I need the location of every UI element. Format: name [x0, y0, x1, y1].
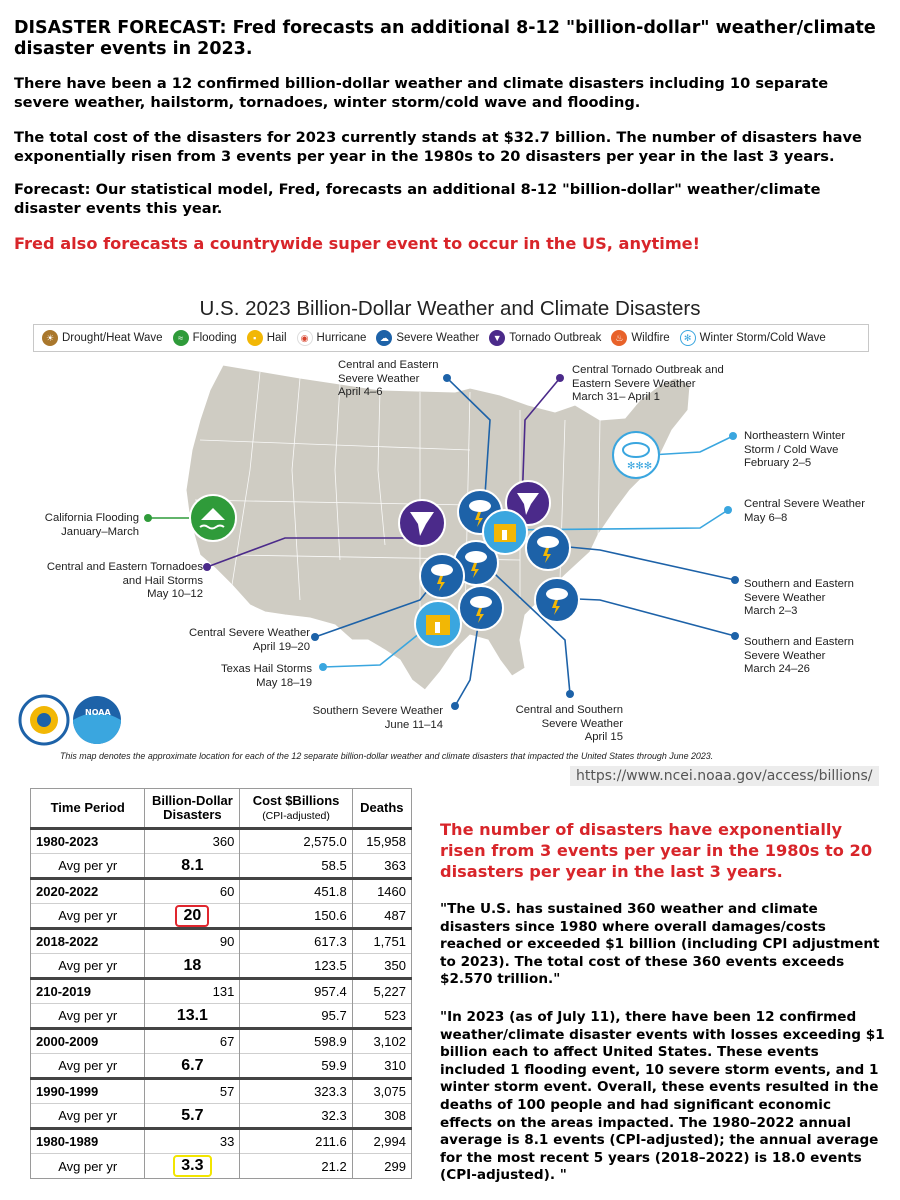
avg-value: 13.1: [176, 1006, 208, 1024]
table-row-average: [31, 1054, 412, 1079]
table-row-period: [31, 829, 412, 854]
cell-cost: 2,575.0: [240, 829, 352, 854]
table-row-period: [31, 1029, 412, 1054]
cell-avg-label: Avg per yr: [31, 1104, 145, 1129]
exponential-rise-note: The number of disasters have exponentially risen from 3 events per year in the 1980s to 20 disasters per year in the last 3 years.: [440, 820, 873, 881]
cell-avg-label: Avg per yr: [31, 1054, 145, 1079]
legend-item-drought: [42, 330, 163, 346]
us-disaster-map: [0, 355, 900, 750]
table-row-period: [31, 929, 412, 954]
table-row-period: [31, 879, 412, 904]
highlighted-value: 3.3: [173, 1155, 211, 1177]
intro-paragraph-2: The total cost of the disasters for 2023 currently stands at $32.7 billion. The number of disasters have exponentially risen from 3 events per year in the 1980s to 20 disasters per year in the last 3 years.: [14, 129, 862, 165]
disaster-stats-table: [30, 788, 412, 1179]
cell-avg-cost: 95.7: [240, 1004, 352, 1029]
label-central-southern-apr15: Central and Southern Severe Weather April 15: [515, 704, 623, 743]
winter-storm-marker: [613, 432, 659, 478]
source-url[interactable]: https://www.ncei.noaa.gov/access/billions/: [570, 766, 879, 786]
drought-icon: ☀: [42, 330, 58, 346]
header-cost-label: Cost $Billions: [252, 792, 340, 808]
cell-period: 210-2019: [31, 979, 145, 1004]
cell-avg-label: Avg per yr: [31, 1004, 145, 1029]
cell-disasters: 60: [145, 879, 240, 904]
cell-cost: 598.9: [240, 1029, 352, 1054]
label-central-tornado-outbreak: Central Tornado Outbreak and Eastern Severe Weather March 31– April 1: [572, 364, 724, 403]
cell-avg-deaths: 308: [352, 1104, 411, 1129]
cell-cost: 451.8: [240, 879, 352, 904]
flooding-icon: ≈: [173, 330, 189, 346]
header-time-period: Time Period: [31, 789, 145, 829]
cell-avg-cost: 21.2: [240, 1154, 352, 1179]
cell-disasters: 90: [145, 929, 240, 954]
map-title: U.S. 2023 Billion-Dollar Weather and Climate Disasters: [199, 297, 701, 320]
intro-text-block: [14, 18, 884, 253]
hail-marker: [483, 510, 527, 554]
cell-disasters: 67: [145, 1029, 240, 1054]
intro-paragraph-1: There have been a 12 confirmed billion-dollar weather and climate disasters including 10 separate severe weather, hailstorm, tornadoes, winter storm/cold wave and flooding.: [14, 75, 829, 111]
legend-item-severe-weather: [376, 330, 479, 346]
label-central-severe-apr19: Central Severe Weather April 19–20: [189, 627, 310, 653]
noaa-quote-2: "In 2023 (as of July 11), there have been 12 confirmed weather/climate disaster events with losses exceeding $1 billion each to affect United States. These events included 1 flooding event, 10 severe storm events, and 1 winter storm event. Overall, these events resulted in the deaths of 100 people and had significant economic effects on the areas impacted. The 1980–2022 annual average is 8.1 events (CPI-adjusted); the annual average for the most recent 5 years (2018–2022) is 18.0 events (CPI-adjusted). ": [440, 1009, 885, 1184]
legend-label: Hurricane: [316, 332, 367, 344]
cell-avg-cost: 123.5: [240, 954, 352, 979]
cell-avg-deaths: 363: [352, 854, 411, 879]
noaa-logo: [73, 696, 121, 744]
cell-period: 2018-2022: [31, 929, 145, 954]
cell-avg-disasters: [145, 1154, 240, 1179]
cell-deaths: 3,075: [352, 1079, 411, 1104]
table-row-average: [31, 1104, 412, 1129]
cell-avg-cost: 58.5: [240, 854, 352, 879]
svg-text:NOAA: NOAA: [85, 708, 111, 717]
avg-value: 18: [183, 956, 202, 974]
cell-avg-disasters: [145, 854, 240, 879]
cell-disasters: 131: [145, 979, 240, 1004]
table-row-average: [31, 904, 412, 929]
svg-text:✻✻✻: ✻✻✻: [627, 461, 653, 472]
legend-item-flooding: [173, 330, 237, 346]
header-deaths: Deaths: [352, 789, 411, 829]
legend-label: Drought/Heat Wave: [62, 332, 163, 344]
cell-avg-disasters: [145, 1004, 240, 1029]
wildfire-icon: ♨: [611, 330, 627, 346]
cell-avg-disasters: [145, 1054, 240, 1079]
cell-deaths: 15,958: [352, 829, 411, 854]
cell-avg-deaths: 487: [352, 904, 411, 929]
legend-label: Flooding: [192, 332, 237, 344]
legend-label: Wildfire: [631, 332, 670, 344]
legend-label: Tornado Outbreak: [509, 332, 602, 344]
table-body: [31, 829, 412, 1179]
legend-label: Winter Storm/Cold Wave: [699, 332, 826, 344]
table-row-average: [31, 954, 412, 979]
hail-marker: [415, 601, 461, 647]
avg-value: 5.7: [181, 1106, 204, 1124]
cell-cost: 323.3: [240, 1079, 352, 1104]
map-footnote: This map denotes the approximate location for each of the 12 separate billion-dollar weather and climate disasters that impacted the United States through June 2023.: [60, 751, 714, 761]
table-row-average: [31, 1154, 412, 1179]
cell-avg-cost: 32.3: [240, 1104, 352, 1129]
label-southern-eastern-mar2: Southern and Eastern Severe Weather March 2–3: [744, 578, 854, 617]
legend-item-winter-storm: [680, 330, 826, 346]
tornado-marker: [399, 500, 445, 546]
avg-value: 8.1: [181, 856, 204, 874]
cell-avg-disasters: [145, 1104, 240, 1129]
label-northeastern-winter-storm: Northeastern Winter Storm / Cold Wave February 2–5: [744, 430, 846, 469]
legend-label: Severe Weather: [396, 332, 480, 344]
highlighted-value: 20: [175, 905, 209, 927]
cell-avg-label: Avg per yr: [31, 854, 145, 879]
cell-avg-deaths: 310: [352, 1054, 411, 1079]
cell-avg-label: Avg per yr: [31, 904, 145, 929]
cell-period: 2000-2009: [31, 1029, 145, 1054]
cell-avg-deaths: 523: [352, 1004, 411, 1029]
label-southern-eastern-mar24: Southern and Eastern Severe Weather March 24–26: [744, 636, 854, 675]
legend-item-hurricane: [297, 330, 367, 346]
label-texas-hail: Texas Hail Storms May 18–19: [220, 663, 312, 689]
cell-deaths: 3,102: [352, 1029, 411, 1054]
hail-icon: ▪: [247, 330, 263, 346]
header-cost: [240, 789, 352, 829]
hurricane-icon: ◉: [297, 330, 313, 346]
legend-item-hail: [247, 330, 287, 346]
noaa-quote-1: "The U.S. has sustained 360 weather and climate disasters since 1980 where overall damages/costs reached or exceeded $1 billion (including CPI adjustment to 2023). The total cost of these 360 events exceeds $2.570 trillion.": [440, 901, 880, 988]
cell-disasters: 33: [145, 1129, 240, 1154]
severe-weather-icon: ☁: [376, 330, 392, 346]
label-southern-severe-june: Southern Severe Weather June 11–14: [312, 705, 443, 731]
cell-deaths: 2,994: [352, 1129, 411, 1154]
cell-cost: 617.3: [240, 929, 352, 954]
cell-disasters: 57: [145, 1079, 240, 1104]
cell-deaths: 5,227: [352, 979, 411, 1004]
label-central-severe-may6: Central Severe Weather May 6–8: [744, 498, 865, 524]
cell-avg-cost: 150.6: [240, 904, 352, 929]
table-row-period: [31, 979, 412, 1004]
headline: DISASTER FORECAST: Fred forecasts an additional 8-12 "billion-dollar" weather/climate disaster events in 2023.: [14, 18, 876, 59]
cell-period: 1980-1989: [31, 1129, 145, 1154]
cell-avg-deaths: 299: [352, 1154, 411, 1179]
cell-avg-label: Avg per yr: [31, 1154, 145, 1179]
header-disasters: Billion-Dollar Disasters: [145, 789, 240, 829]
legend-label: Hail: [266, 332, 287, 344]
cell-period: 1990-1999: [31, 1079, 145, 1104]
legend-item-wildfire: [611, 330, 669, 346]
map-legend: [33, 324, 869, 352]
table-row-period: [31, 1079, 412, 1104]
label-central-eastern-tornadoes: Central and Eastern Tornadoes and Hail Storms May 10–12: [46, 561, 203, 600]
table-header-row: [31, 789, 412, 829]
cell-avg-cost: 59.9: [240, 1054, 352, 1079]
super-event-note: Fred also forecasts a countrywide super event to occur in the US, anytime!: [14, 234, 701, 253]
cell-avg-disasters: [145, 904, 240, 929]
cell-disasters: 360: [145, 829, 240, 854]
intro-paragraph-3: Forecast: Our statistical model, Fred, forecasts an additional 8-12 "billion-dollar" weather/climate disaster events this year.: [14, 181, 821, 217]
cell-deaths: 1,751: [352, 929, 411, 954]
table-row-average: [31, 854, 412, 879]
cell-cost: 211.6: [240, 1129, 352, 1154]
legend-item-tornado: [489, 330, 601, 346]
header-cost-sub: (CPI-adjusted): [262, 809, 330, 822]
label-central-eastern-severe-apr4: Central and Eastern Severe Weather April 4–6: [338, 359, 439, 398]
cell-period: 2020-2022: [31, 879, 145, 904]
table-row-period: [31, 1129, 412, 1154]
cell-cost: 957.4: [240, 979, 352, 1004]
cell-avg-label: Avg per yr: [31, 954, 145, 979]
cell-period: 1980-2023: [31, 829, 145, 854]
tornado-icon: ▼: [489, 330, 505, 346]
commerce-seal-logo: [20, 696, 68, 744]
flooding-marker: [190, 495, 236, 541]
label-california-flooding: California Flooding January–March: [44, 512, 139, 538]
cell-avg-disasters: [145, 954, 240, 979]
winter-storm-icon: ✻: [680, 330, 696, 346]
table-row-average: [31, 1004, 412, 1029]
cell-avg-deaths: 350: [352, 954, 411, 979]
avg-value: 6.7: [181, 1056, 204, 1074]
cell-deaths: 1460: [352, 879, 411, 904]
